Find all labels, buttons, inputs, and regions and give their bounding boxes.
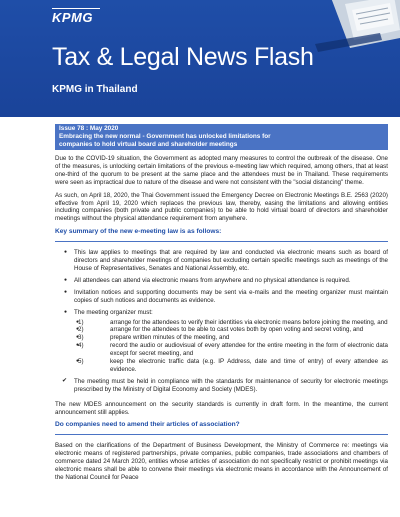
kpmg-logo: KPMG xyxy=(52,10,93,25)
issue-number: Issue 78 : May 2020 xyxy=(59,125,119,132)
section-divider xyxy=(55,434,388,435)
step-item xyxy=(78,358,388,374)
mdes-note: The new MDES announcement on the security standards is currently in draft form. In the meantime, the current announcement still applies. xyxy=(55,400,388,416)
step-text: arrange for the attendees to be able to cast votes both by open voting and secret voting, and xyxy=(110,326,364,334)
issue-headline-line-2: companies to hold virtual board and shareholder meetings xyxy=(59,141,238,149)
organizer-steps xyxy=(74,319,388,374)
logo-rule xyxy=(52,8,100,9)
section-divider xyxy=(55,241,388,242)
list-item: ● Invitation notices and supporting documents may be sent via e-mails and the meeting organizer must maintain copies of such notices and documents as evidence. xyxy=(66,289,388,305)
step-number: ● 3) xyxy=(78,334,84,342)
section-heading: Key summary of the new e-meeting law is as follows: xyxy=(55,228,222,236)
section-heading: Do companies need to amend their articles of association? xyxy=(55,421,240,429)
section-paragraph: Based on the clarifications of the Department of Business Development, the Ministry of Commerce re: meetings via electronic means of registered partnerships, private companies, public companies, trade associations and chambers of commerce dated 24 March 2020, entities whose articles of association do not specifically restrict or prohibit meetings via electronic means shall be able to convene their meetings via electronic means in accordance with the Announcement of the National Council for Peace xyxy=(55,442,388,481)
step-number: ● 2) xyxy=(78,326,84,334)
step-text: prepare written minutes of the meeting, and xyxy=(110,334,230,342)
step-item xyxy=(78,326,388,334)
list-item: ● This law applies to meetings that are required by law and conducted via electronic means such as board of directors and shareholder meetings of companies but excluding certain specific meetings such as meetings of the House of Representatives, Senates and National Assembly, etc. xyxy=(66,249,388,273)
step-text: keep the electronic traffic data (e.g. IP Address, date and time of entry) of every attendee as evidence. xyxy=(110,358,388,373)
step-number: ● 4) xyxy=(78,342,84,350)
intro-paragraph: Due to the COVID-19 situation, the Government as adopted many measures to control the outbreak of the disease. One of the measures, is unlocking certain limitations of the previous e-meeting law which required, among others, that at least one-third of the quorum to be present at the same place and the attendees must be in Thailand. These requirements were seen as impractical due to nature of the disease and were not consistent with the "social distancing" theme. xyxy=(55,155,388,186)
check-list-item: ✔ The meeting must be held in compliance with the standards for maintenance of security for electronic meetings prescribed by the Ministry of Digital Economy and Society (MDES). xyxy=(66,378,388,394)
article-body xyxy=(55,155,388,487)
summary-list xyxy=(55,249,388,394)
list-item: ● All attendees can attend via electronic means from anywhere and no physical attendance is required. xyxy=(66,277,388,285)
step-item xyxy=(78,319,388,327)
issue-box xyxy=(55,124,388,150)
page-subtitle: KPMG in Thailand xyxy=(52,84,138,95)
step-number: ● 1) xyxy=(78,318,84,326)
page-title: Tax & Legal News Flash xyxy=(52,43,314,71)
list-item-text: The meeting organizer must: xyxy=(74,308,153,316)
list-item xyxy=(66,309,388,374)
header-banner xyxy=(0,0,400,117)
step-item xyxy=(78,342,388,358)
step-item xyxy=(78,334,388,342)
issue-headline-line-1: Embracing the new normal - Government has unlocked limitations for xyxy=(59,133,271,141)
step-number: ● 5) xyxy=(78,358,84,366)
intro-paragraph: As such, on April 18, 2020, the Thai Government issued the Emergency Decree on Electronic Meetings B.E. 2563 (2020) effective from April 19, 2020 which replaces the previous law, thereby, easing the limitations and allowing entities including companies (both private and public companies) to be able to hold virtual board of directors and shareholder meetings without the physical attendance requirement from anywhere. xyxy=(55,191,388,223)
step-text: record the audio or audiovisual of every attendee for the entire meeting in the form of electronic data except for secret meeting, and xyxy=(110,342,388,358)
step-text: arrange for the attendees to verify their identities via electronic means before joining the meeting, and xyxy=(110,318,388,326)
